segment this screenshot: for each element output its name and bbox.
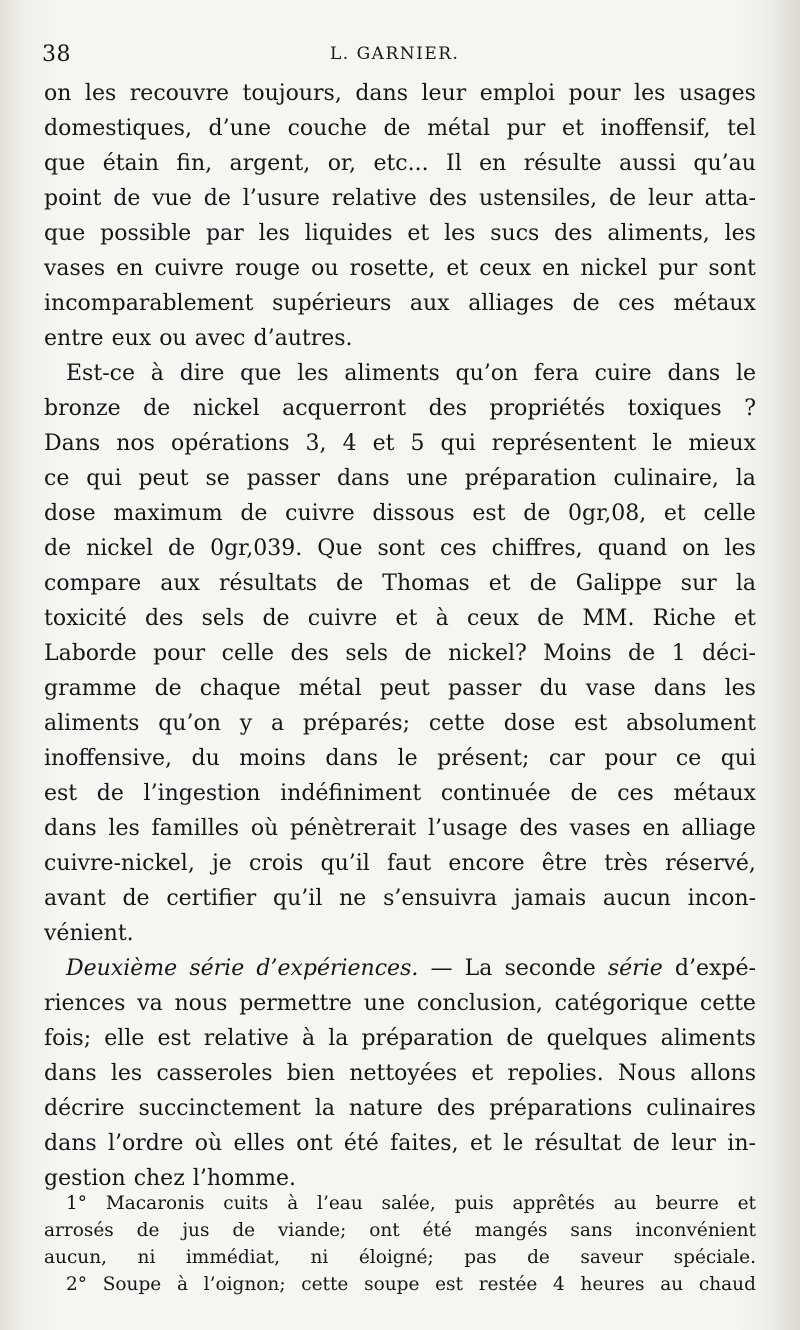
body-line: décrire succinctement la nature des préparations culinaires <box>44 1096 756 1121</box>
body-line: que étain fin, argent, or, etc... Il en résulte aussi qu’au <box>44 151 756 176</box>
note-line: aucun, ni immédiat, ni éloigné; pas de saveur spéciale. <box>44 1247 756 1268</box>
body-line: que possible par les liquides et les sucs des aliments, les <box>44 221 756 246</box>
body-line: Deuxième série d’expériences. — La seconde série d’expé- <box>66 956 756 981</box>
running-head: L. GARNIER. <box>330 44 460 64</box>
body-line: dans l’ordre où elles ont été faites, et le résultat de leur in- <box>44 1131 756 1156</box>
note-line: 1° Macaronis cuits à l’eau salée, puis apprêtés au beurre et <box>66 1193 756 1214</box>
body-line: dose maximum de cuivre dissous est de 0gr,08, et celle <box>44 501 756 526</box>
numbered-notes <box>44 1190 756 1298</box>
body-line: compare aux résultats de Thomas et de Galippe sur la <box>44 571 756 596</box>
body-line: vases en cuivre rouge ou rosette, et ceux en nickel pur sont <box>44 256 756 281</box>
body-line: Laborde pour celle des sels de nickel? Moins de 1 déci- <box>44 641 756 666</box>
body-line: vénient. <box>44 921 134 946</box>
body-line: dans les casseroles bien nettoyées et repolies. Nous allons <box>44 1061 756 1086</box>
body-line: est de l’ingestion indéfiniment continuée de ces métaux <box>44 781 756 806</box>
body-line: domestiques, d’une couche de métal pur et inoffensif, tel <box>44 116 756 141</box>
body-line: point de vue de l’usure relative des ustensiles, de leur atta- <box>44 186 756 211</box>
body-line: inoffensive, du moins dans le présent; car pour ce qui <box>44 746 756 771</box>
body-line: Dans nos opérations 3, 4 et 5 qui représentent le mieux <box>44 431 756 456</box>
body-line: aliments qu’on y a préparés; cette dose est absolument <box>44 711 756 736</box>
body-line: avant de certifier qu’il ne s’ensuivra jamais aucun incon- <box>44 886 756 911</box>
body-line: dans les familles où pénètrerait l’usage des vases en alliage <box>44 816 756 841</box>
note-line: arrosés de jus de viande; ont été mangés sans inconvénient <box>44 1220 756 1241</box>
body-line: bronze de nickel acquerront des propriétés toxiques ? <box>44 396 756 421</box>
body-line: toxicité des sels de cuivre et à ceux de MM. Riche et <box>44 606 756 631</box>
body-line: Est-ce à dire que les aliments qu’on fera cuire dans le <box>66 361 756 386</box>
page-number: 38 <box>42 42 71 67</box>
body-line: de nickel de 0gr,039. Que sont ces chiffres, quand on les <box>44 536 756 561</box>
note-line: 2° Soupe à l’oignon; cette soupe est restée 4 heures au chaud <box>66 1274 756 1295</box>
body-line: gestion chez l’homme. <box>44 1166 296 1191</box>
body-line: ce qui peut se passer dans une préparation culinaire, la <box>44 466 756 491</box>
body-line: incomparablement supérieurs aux alliages de ces métaux <box>44 291 756 316</box>
page-header <box>0 0 800 80</box>
body-line: riences va nous permettre une conclusion, catégorique cette <box>44 991 756 1016</box>
body-line: cuivre-nickel, je crois qu’il faut encore être très réservé, <box>44 851 756 876</box>
body-line: entre eux ou avec d’autres. <box>44 326 353 351</box>
body-line: gramme de chaque métal peut passer du vase dans les <box>44 676 756 701</box>
body-line: fois; elle est relative à la préparation de quelques aliments <box>44 1026 756 1051</box>
body-text <box>44 76 756 1196</box>
body-line: on les recouvre toujours, dans leur emploi pour les usages <box>44 81 756 106</box>
